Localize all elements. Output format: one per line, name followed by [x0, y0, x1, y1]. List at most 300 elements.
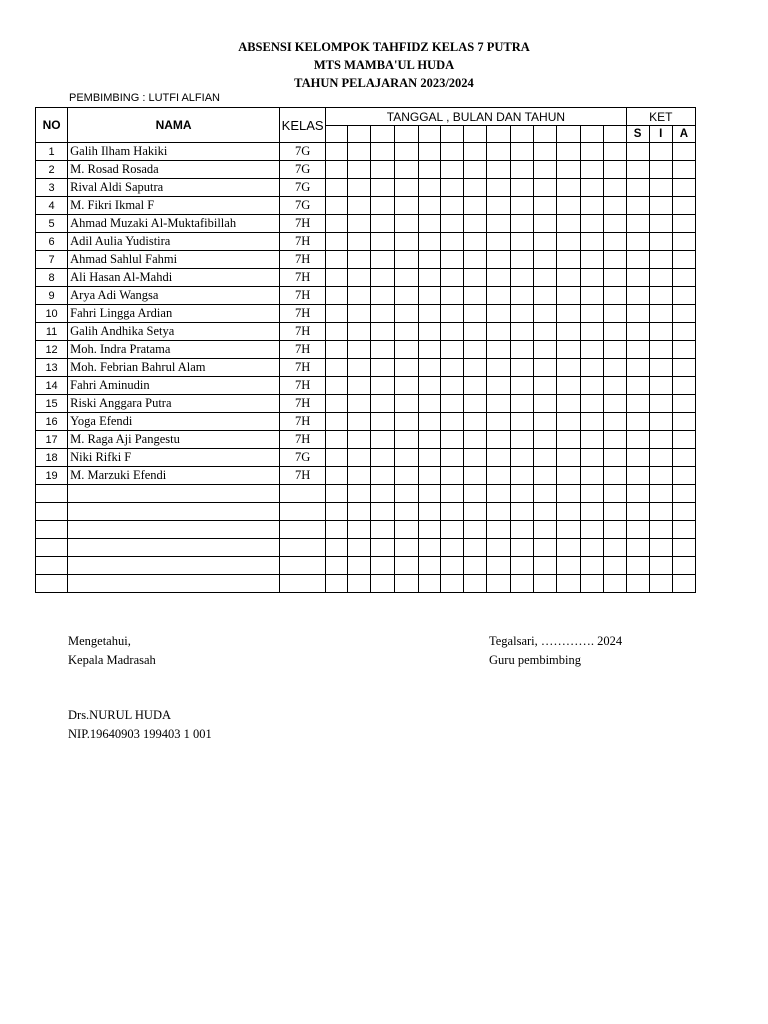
attendance-cell: [463, 377, 486, 395]
student-class: [280, 521, 326, 539]
attendance-cell: [486, 197, 510, 215]
empty-row: [36, 575, 696, 593]
attendance-cell: [626, 305, 649, 323]
student-row: [36, 359, 696, 377]
attendance-cell: [440, 539, 463, 557]
date-subheader-cell: [581, 126, 604, 143]
attendance-cell: [440, 521, 463, 539]
student-name: Moh. Febrian Bahrul Alam: [68, 359, 280, 377]
attendance-cell: [557, 377, 581, 395]
attendance-cell: [557, 485, 581, 503]
attendance-cell: [510, 269, 533, 287]
attendance-cell: [510, 305, 533, 323]
date-subheader-cell: [440, 126, 463, 143]
attendance-cell: [581, 233, 604, 251]
empty-row: [36, 503, 696, 521]
attendance-cell: [440, 233, 463, 251]
header-ket: KET: [626, 108, 695, 126]
attendance-cell: [534, 539, 557, 557]
attendance-cell: [418, 197, 440, 215]
attendance-cell: [604, 521, 626, 539]
attendance-cell: [649, 143, 672, 161]
student-class: 7H: [280, 215, 326, 233]
attendance-cell: [581, 503, 604, 521]
attendance-cell: [486, 521, 510, 539]
attendance-cell: [394, 395, 418, 413]
attendance-cell: [440, 287, 463, 305]
attendance-cell: [463, 179, 486, 197]
attendance-cell: [626, 215, 649, 233]
attendance-cell: [418, 305, 440, 323]
attendance-cell: [649, 197, 672, 215]
attendance-cell: [326, 359, 348, 377]
attendance-cell: [348, 359, 371, 377]
attendance-cell: [534, 575, 557, 593]
attendance-cell: [371, 503, 394, 521]
attendance-cell: [626, 377, 649, 395]
attendance-cell: [649, 305, 672, 323]
attendance-cell: [604, 431, 626, 449]
attendance-cell: [348, 215, 371, 233]
attendance-cell: [604, 503, 626, 521]
attendance-cell: [649, 359, 672, 377]
attendance-cell: [534, 341, 557, 359]
attendance-cell: [649, 413, 672, 431]
attendance-cell: [371, 575, 394, 593]
attendance-cell: [557, 197, 581, 215]
attendance-cell: [418, 215, 440, 233]
attendance-cell: [394, 431, 418, 449]
attendance-cell: [394, 359, 418, 377]
student-class: 7H: [280, 341, 326, 359]
attendance-cell: [672, 521, 695, 539]
student-row: [36, 233, 696, 251]
attendance-cell: [672, 485, 695, 503]
attendance-cell: [463, 521, 486, 539]
header-ket-a: A: [672, 126, 695, 143]
attendance-cell: [463, 161, 486, 179]
attendance-cell: [534, 287, 557, 305]
student-no: [36, 485, 68, 503]
attendance-cell: [604, 377, 626, 395]
attendance-cell: [463, 467, 486, 485]
student-name: [68, 485, 280, 503]
attendance-cell: [486, 323, 510, 341]
attendance-cell: [604, 179, 626, 197]
attendance-cell: [604, 413, 626, 431]
attendance-cell: [463, 233, 486, 251]
attendance-cell: [557, 323, 581, 341]
attendance-cell: [463, 269, 486, 287]
attendance-cell: [418, 269, 440, 287]
attendance-cell: [604, 233, 626, 251]
student-no: [36, 575, 68, 593]
attendance-cell: [510, 485, 533, 503]
attendance-cell: [604, 197, 626, 215]
attendance-cell: [326, 485, 348, 503]
attendance-cell: [510, 215, 533, 233]
attendance-cell: [486, 377, 510, 395]
attendance-cell: [534, 269, 557, 287]
attendance-cell: [326, 197, 348, 215]
attendance-cell: [486, 161, 510, 179]
attendance-cell: [557, 359, 581, 377]
attendance-cell: [672, 359, 695, 377]
attendance-cell: [626, 485, 649, 503]
attendance-cell: [348, 467, 371, 485]
attendance-cell: [440, 467, 463, 485]
attendance-cell: [672, 215, 695, 233]
attendance-cell: [394, 323, 418, 341]
student-class: 7G: [280, 449, 326, 467]
attendance-cell: [440, 377, 463, 395]
attendance-cell: [626, 179, 649, 197]
attendance-cell: [394, 143, 418, 161]
attendance-cell: [418, 233, 440, 251]
attendance-cell: [463, 143, 486, 161]
student-class: 7G: [280, 197, 326, 215]
attendance-cell: [672, 539, 695, 557]
student-row: [36, 467, 696, 485]
attendance-cell: [510, 467, 533, 485]
attendance-cell: [534, 323, 557, 341]
attendance-cell: [557, 539, 581, 557]
attendance-cell: [626, 503, 649, 521]
attendance-cell: [510, 341, 533, 359]
attendance-cell: [418, 449, 440, 467]
student-no: 17: [36, 431, 68, 449]
attendance-cell: [371, 485, 394, 503]
attendance-cell: [348, 503, 371, 521]
attendance-cell: [348, 287, 371, 305]
student-class: [280, 539, 326, 557]
attendance-cell: [581, 215, 604, 233]
attendance-cell: [326, 539, 348, 557]
attendance-cell: [649, 431, 672, 449]
attendance-cell: [440, 269, 463, 287]
attendance-cell: [348, 539, 371, 557]
attendance-cell: [418, 179, 440, 197]
attendance-cell: [604, 161, 626, 179]
student-row: [36, 287, 696, 305]
attendance-cell: [418, 161, 440, 179]
attendance-cell: [440, 197, 463, 215]
attendance-cell: [534, 143, 557, 161]
attendance-cell: [486, 557, 510, 575]
attendance-cell: [649, 557, 672, 575]
attendance-cell: [581, 485, 604, 503]
attendance-cell: [463, 215, 486, 233]
attendance-cell: [557, 395, 581, 413]
supervisor-label: PEMBIMBING : LUTFI ALFIAN: [69, 92, 220, 104]
attendance-cell: [581, 305, 604, 323]
attendance-cell: [534, 161, 557, 179]
principal-signature: [68, 706, 212, 744]
attendance-cell: [326, 215, 348, 233]
attendance-cell: [581, 449, 604, 467]
attendance-cell: [581, 323, 604, 341]
attendance-cell: [371, 449, 394, 467]
student-no: 19: [36, 467, 68, 485]
student-name: Moh. Indra Pratama: [68, 341, 280, 359]
attendance-cell: [649, 575, 672, 593]
attendance-cell: [626, 575, 649, 593]
attendance-cell: [371, 179, 394, 197]
student-row: [36, 269, 696, 287]
attendance-cell: [534, 431, 557, 449]
attendance-cell: [326, 467, 348, 485]
header-no: NO: [36, 108, 68, 143]
date-subheader-cell: [348, 126, 371, 143]
attendance-cell: [557, 305, 581, 323]
attendance-cell: [486, 575, 510, 593]
student-name: [68, 575, 280, 593]
attendance-cell: [581, 341, 604, 359]
attendance-cell: [672, 341, 695, 359]
attendance-cell: [626, 323, 649, 341]
attendance-cell: [604, 395, 626, 413]
attendance-cell: [534, 521, 557, 539]
attendance-cell: [534, 197, 557, 215]
attendance-cell: [348, 431, 371, 449]
attendance-cell: [649, 503, 672, 521]
attendance-cell: [604, 467, 626, 485]
attendance-cell: [440, 251, 463, 269]
attendance-cell: [371, 269, 394, 287]
attendance-cell: [418, 521, 440, 539]
attendance-cell: [463, 359, 486, 377]
student-name: M. Raga Aji Pangestu: [68, 431, 280, 449]
attendance-cell: [486, 467, 510, 485]
attendance-cell: [649, 179, 672, 197]
attendance-cell: [626, 197, 649, 215]
attendance-cell: [486, 449, 510, 467]
attendance-cell: [348, 449, 371, 467]
attendance-cell: [348, 341, 371, 359]
attendance-cell: [604, 305, 626, 323]
attendance-cell: [604, 143, 626, 161]
attendance-cell: [604, 539, 626, 557]
date-subheader-cell: [326, 126, 348, 143]
attendance-cell: [440, 557, 463, 575]
attendance-cell: [440, 485, 463, 503]
student-name: Ali Hasan Al-Mahdi: [68, 269, 280, 287]
attendance-cell: [394, 377, 418, 395]
attendance-cell: [326, 143, 348, 161]
attendance-cell: [348, 521, 371, 539]
student-row: [36, 341, 696, 359]
attendance-cell: [626, 143, 649, 161]
student-class: [280, 557, 326, 575]
student-name: [68, 539, 280, 557]
student-row: [36, 449, 696, 467]
attendance-cell: [604, 557, 626, 575]
header-date: TANGGAL , BULAN DAN TAHUN: [326, 108, 626, 126]
attendance-cell: [672, 557, 695, 575]
attendance-cell: [581, 269, 604, 287]
student-row: [36, 413, 696, 431]
attendance-cell: [604, 341, 626, 359]
attendance-cell: [534, 251, 557, 269]
student-name: Niki Rifki F: [68, 449, 280, 467]
student-class: 7H: [280, 287, 326, 305]
attendance-cell: [418, 341, 440, 359]
attendance-cell: [626, 557, 649, 575]
student-no: 12: [36, 341, 68, 359]
attendance-cell: [348, 179, 371, 197]
attendance-cell: [626, 539, 649, 557]
student-row: [36, 215, 696, 233]
student-name: Adil Aulia Yudistira: [68, 233, 280, 251]
attendance-cell: [440, 575, 463, 593]
attendance-cell: [672, 395, 695, 413]
attendance-cell: [394, 197, 418, 215]
attendance-cell: [348, 557, 371, 575]
attendance-cell: [326, 161, 348, 179]
attendance-cell: [557, 449, 581, 467]
student-class: 7G: [280, 143, 326, 161]
attendance-cell: [348, 269, 371, 287]
attendance-cell: [626, 251, 649, 269]
attendance-cell: [394, 521, 418, 539]
attendance-cell: [418, 485, 440, 503]
student-class: 7H: [280, 305, 326, 323]
student-row: [36, 179, 696, 197]
attendance-cell: [394, 341, 418, 359]
student-class: 7H: [280, 269, 326, 287]
attendance-cell: [510, 449, 533, 467]
attendance-cell: [581, 575, 604, 593]
attendance-cell: [394, 449, 418, 467]
attendance-cell: [649, 539, 672, 557]
student-class: 7H: [280, 359, 326, 377]
attendance-cell: [394, 413, 418, 431]
attendance-cell: [581, 143, 604, 161]
attendance-cell: [626, 395, 649, 413]
attendance-cell: [510, 323, 533, 341]
attendance-cell: [326, 521, 348, 539]
attendance-cell: [486, 233, 510, 251]
attendance-cell: [463, 431, 486, 449]
attendance-cell: [418, 539, 440, 557]
student-no: 2: [36, 161, 68, 179]
attendance-cell: [371, 395, 394, 413]
attendance-cell: [534, 485, 557, 503]
attendance-cell: [463, 557, 486, 575]
attendance-cell: [557, 143, 581, 161]
attendance-cell: [557, 431, 581, 449]
attendance-cell: [326, 305, 348, 323]
student-class: [280, 485, 326, 503]
attendance-cell: [394, 269, 418, 287]
attendance-cell: [672, 323, 695, 341]
attendance-cell: [486, 305, 510, 323]
student-name: Ahmad Sahlul Fahmi: [68, 251, 280, 269]
student-class: 7H: [280, 323, 326, 341]
student-no: 8: [36, 269, 68, 287]
student-row: [36, 323, 696, 341]
attendance-cell: [581, 287, 604, 305]
attendance-cell: [557, 521, 581, 539]
attendance-cell: [581, 539, 604, 557]
attendance-cell: [604, 575, 626, 593]
attendance-cell: [348, 161, 371, 179]
attendance-cell: [510, 395, 533, 413]
attendance-cell: [626, 359, 649, 377]
student-name: Riski Anggara Putra: [68, 395, 280, 413]
student-class: [280, 503, 326, 521]
attendance-cell: [557, 575, 581, 593]
attendance-cell: [534, 233, 557, 251]
student-row: [36, 377, 696, 395]
attendance-cell: [510, 197, 533, 215]
attendance-cell: [394, 215, 418, 233]
attendance-cell: [463, 449, 486, 467]
attendance-cell: [463, 485, 486, 503]
attendance-cell: [510, 539, 533, 557]
date-subheader-cell: [371, 126, 394, 143]
attendance-cell: [510, 161, 533, 179]
student-row: [36, 197, 696, 215]
student-class: 7H: [280, 467, 326, 485]
attendance-cell: [371, 215, 394, 233]
attendance-cell: [486, 413, 510, 431]
attendance-cell: [510, 287, 533, 305]
attendance-cell: [348, 197, 371, 215]
attendance-cell: [649, 269, 672, 287]
attendance-cell: [348, 395, 371, 413]
attendance-cell: [371, 233, 394, 251]
attendance-cell: [486, 287, 510, 305]
attendance-cell: [463, 575, 486, 593]
attendance-cell: [394, 467, 418, 485]
attendance-cell: [371, 161, 394, 179]
header-ket-i: I: [649, 126, 672, 143]
student-class: 7G: [280, 161, 326, 179]
attendance-cell: [557, 269, 581, 287]
attendance-cell: [581, 557, 604, 575]
attendance-cell: [326, 233, 348, 251]
principal-title: Kepala Madrasah: [68, 653, 156, 667]
attendance-cell: [418, 377, 440, 395]
attendance-cell: [348, 323, 371, 341]
attendance-cell: [626, 431, 649, 449]
attendance-cell: [348, 233, 371, 251]
attendance-cell: [557, 161, 581, 179]
attendance-body: [36, 143, 696, 593]
attendance-cell: [394, 287, 418, 305]
student-name: Fahri Aminudin: [68, 377, 280, 395]
attendance-cell: [649, 215, 672, 233]
attendance-cell: [626, 269, 649, 287]
date-subheader-cell: [463, 126, 486, 143]
attendance-cell: [649, 341, 672, 359]
attendance-cell: [510, 575, 533, 593]
attendance-cell: [394, 233, 418, 251]
attendance-cell: [649, 287, 672, 305]
student-row: [36, 251, 696, 269]
attendance-cell: [672, 287, 695, 305]
attendance-cell: [326, 557, 348, 575]
attendance-cell: [672, 143, 695, 161]
header-ket-s: S: [626, 126, 649, 143]
attendance-cell: [649, 521, 672, 539]
principal-nip: NIP.19640903 199403 1 001: [68, 727, 212, 741]
attendance-cell: [326, 431, 348, 449]
attendance-cell: [557, 503, 581, 521]
attendance-cell: [581, 431, 604, 449]
attendance-cell: [486, 485, 510, 503]
